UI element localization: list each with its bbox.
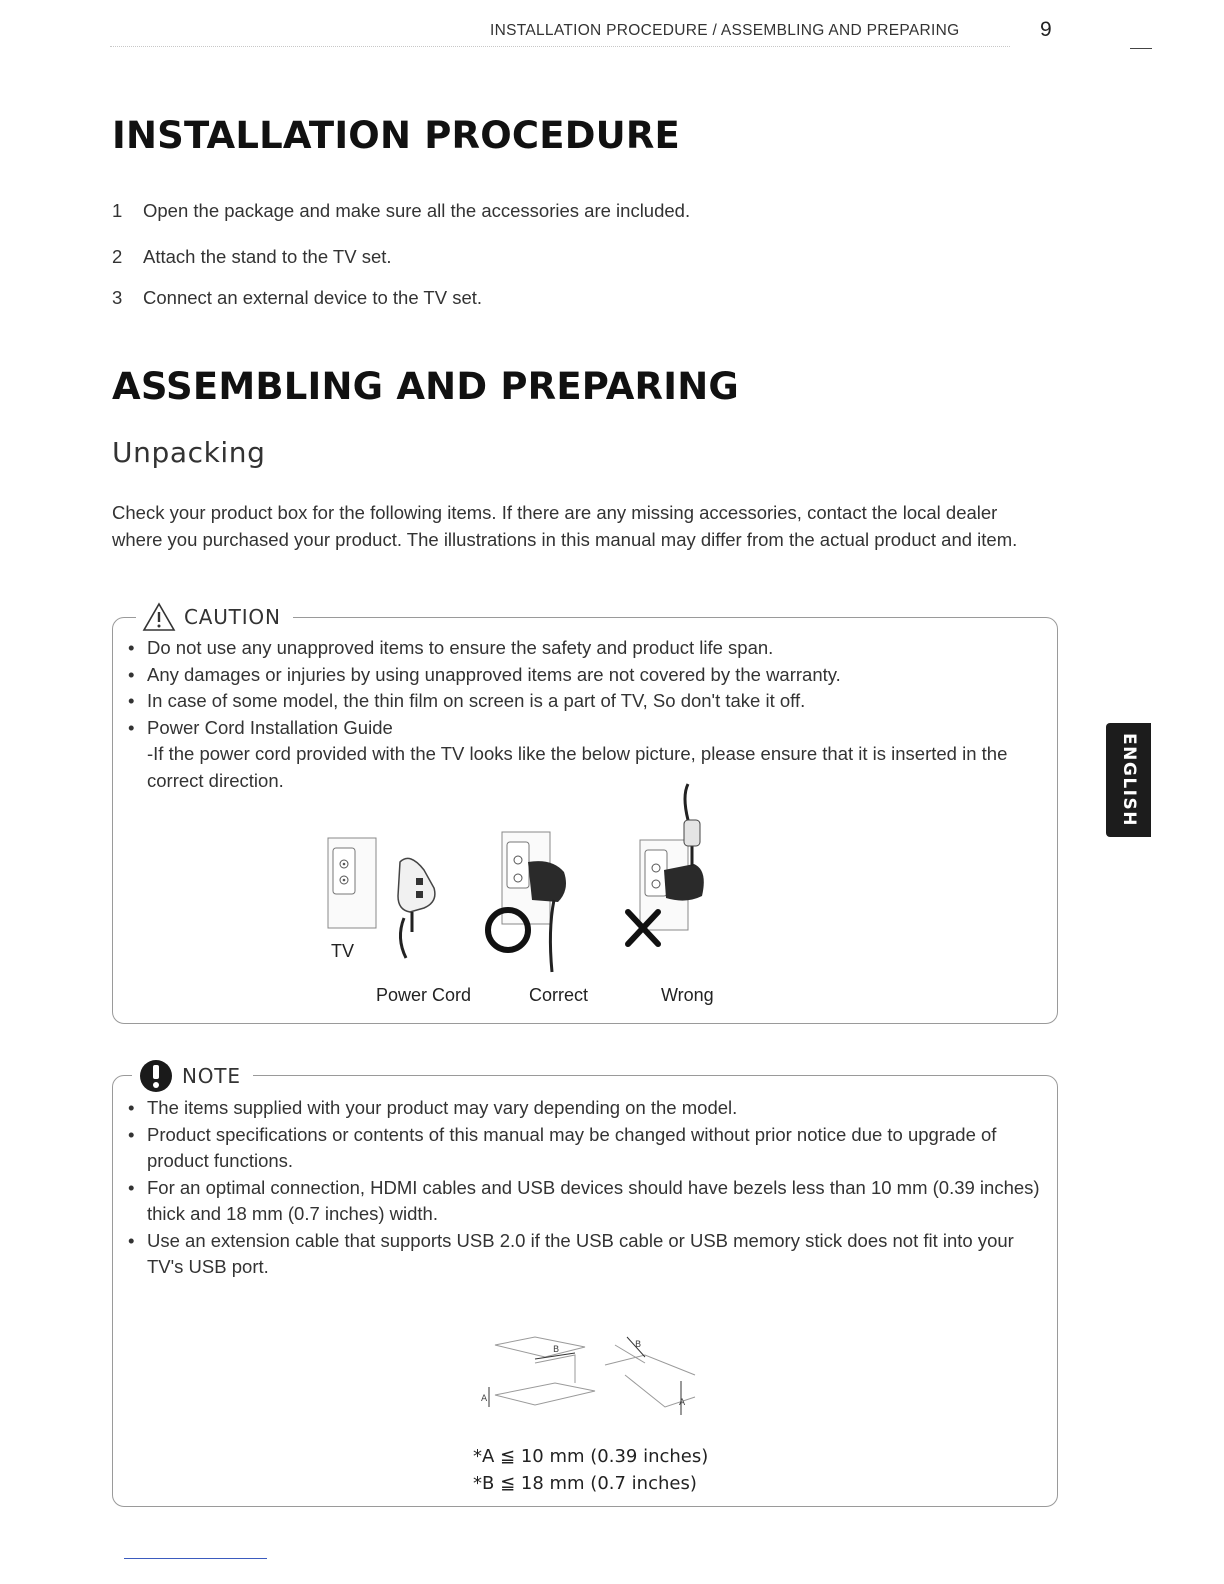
wrong-socket (640, 784, 704, 930)
caution-list (112, 635, 1047, 741)
dimension-b-label: B (635, 1340, 642, 1350)
note-item: • Use an extension cable that supports USB 2.0 if the USB cable or USB memory stick does not fit into your TV's USB port. (112, 1228, 1047, 1281)
assembling-title: ASSEMBLING AND PREPARING (112, 365, 739, 408)
dimension-a-label: A (481, 1394, 488, 1404)
unpacking-subtitle: Unpacking (112, 436, 266, 469)
caution-header (136, 600, 293, 634)
caution-item: • Power Cord Installation Guide (112, 715, 1047, 742)
caution-label: CAUTION (184, 605, 281, 629)
note-header (132, 1058, 253, 1094)
step-text: Attach the stand to the TV set. (143, 246, 392, 267)
tv-label: TV (331, 941, 355, 961)
unpacking-intro: Check your product box for the following items. If there are any missing accessories, contact the local dealer where you purchased your product. The illustrations in this manual may differ from the actual product and item. (112, 502, 1018, 550)
step-text: Connect an external device to the TV set. (143, 287, 483, 308)
power-cord-illustration (300, 770, 760, 980)
footer-line (124, 1558, 267, 1559)
installation-step (112, 200, 690, 222)
header-divider (110, 46, 1010, 47)
wrong-label: Wrong (661, 985, 714, 1005)
running-header: INSTALLATION PROCEDURE / ASSEMBLING AND PREPARING (490, 22, 960, 39)
note-item: • The items supplied with your product may vary depending on the model. (112, 1095, 1047, 1122)
note-item: • For an optimal connection, HDMI cables and USB devices should have bezels less than 10 mm (0.39 inches) thick and 18 mm (0.7 inches) width. (112, 1175, 1047, 1228)
power-cord-guide-note: -If the power cord provided with the TV looks like the below picture, please ensure that it is inserted in the correct direction. (147, 743, 1008, 791)
note-list (112, 1095, 1047, 1281)
caution-item: • Any damages or injuries by using unapproved items are not covered by the warranty. (112, 662, 1047, 689)
step-number: 2 (112, 246, 123, 267)
caution-item: • Do not use any unapproved items to ensure the safety and product life span. (112, 635, 1047, 662)
note-item: • Product specifications or contents of this manual may be changed without prior notice due to upgrade of product functions. (112, 1122, 1047, 1175)
note-info-icon (138, 1058, 174, 1094)
language-tab (1106, 723, 1151, 837)
step-text: Open the package and make sure all the accessories are included. (143, 200, 691, 221)
caution-item: • In case of some model, the thin film on screen is a part of TV, So don't take it off. (112, 688, 1047, 715)
dimension-a-formula: *A ≦ 10 mm (0.39 inches) (473, 1446, 709, 1467)
correct-label: Correct (529, 985, 589, 1005)
warning-triangle-icon (142, 602, 176, 632)
power-cord-plug (398, 858, 435, 958)
installation-step (112, 246, 392, 268)
language-tab-label: ENGLISH (1118, 733, 1139, 827)
step-number: 3 (112, 287, 123, 308)
connector-dimension-diagram (475, 1325, 715, 1420)
power-cord-label: Power Cord (376, 985, 472, 1005)
installation-title: INSTALLATION PROCEDURE (112, 114, 681, 157)
installation-step (112, 287, 482, 309)
page-number: 9 (1040, 18, 1052, 41)
step-number: 1 (112, 200, 123, 221)
dimension-b-label: B (553, 1345, 560, 1355)
dimension-a-label: A (679, 1398, 686, 1408)
corner-mark (1130, 48, 1152, 49)
tv-socket (328, 838, 376, 928)
note-label: NOTE (182, 1064, 241, 1088)
dimension-b-formula: *B ≦ 18 mm (0.7 inches) (473, 1473, 697, 1494)
